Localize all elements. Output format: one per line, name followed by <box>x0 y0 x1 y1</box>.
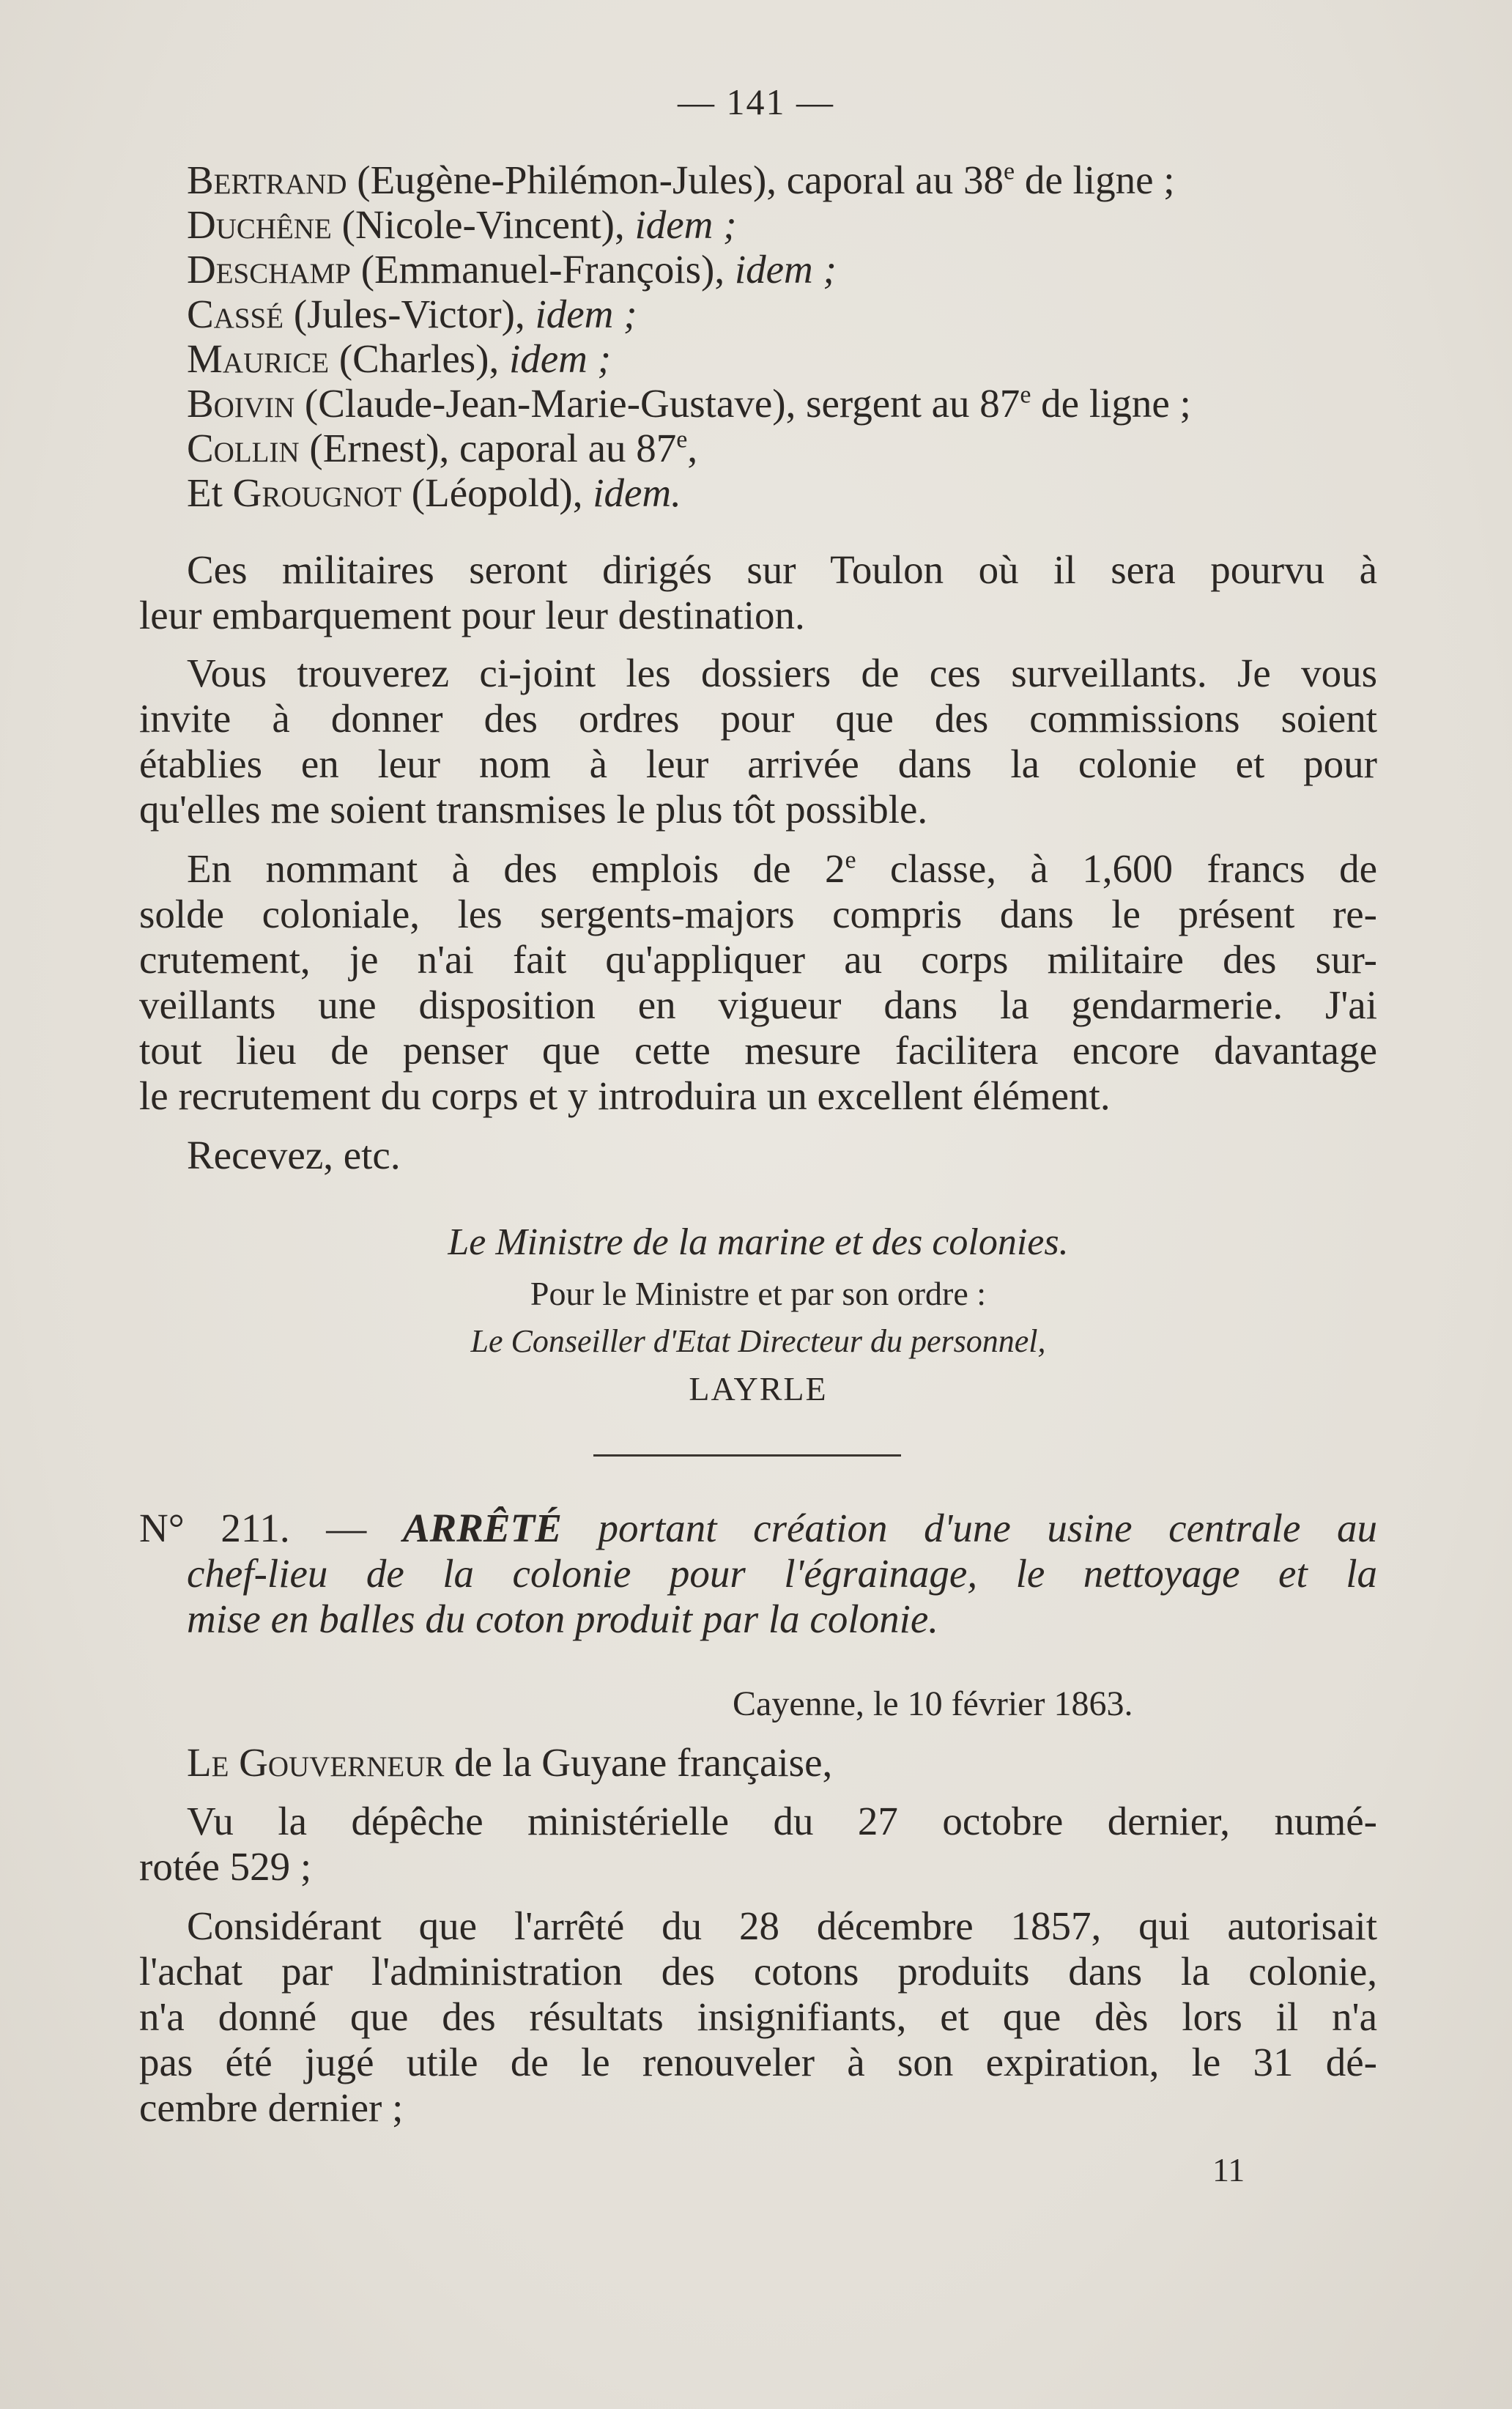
superscript: e <box>676 426 688 454</box>
idem-marker: idem ; <box>634 202 737 247</box>
decree-heading-line: mise en balles du coton produit par la colonie. <box>187 1596 939 1641</box>
paragraph-line: établies en leur nom à leur arrivée dans la colonie et pour <box>139 741 1377 786</box>
recruit-surname: Boivin <box>187 381 295 426</box>
recruit-rank: , <box>714 247 735 292</box>
dateline: Cayenne, le 10 février 1863. <box>733 1684 1133 1723</box>
signature-name: LAYRLE <box>689 1370 828 1407</box>
text-column <box>139 0 1377 2409</box>
paragraph-line: rotée 529 ; <box>139 1844 312 1889</box>
recruit-entry <box>187 158 1425 203</box>
signature-role: Le Conseiller d'Etat Directeur du personnel, <box>470 1323 1046 1359</box>
idem-marker: idem. <box>593 470 681 515</box>
superscript: e <box>845 846 856 874</box>
recruit-entry <box>187 426 1425 471</box>
paragraph-line: leur embarquement pour leur destination. <box>139 593 805 637</box>
paragraph-line: tout lieu de penser que cette mesure facilitera encore davantage <box>139 1028 1377 1073</box>
text-fragment: de la Guyane française, <box>444 1740 833 1785</box>
decree-heading-line: chef-lieu de la colonie pour l'égrainage, le nettoyage et la <box>187 1551 1377 1596</box>
paragraph-line: Vu la dépêche ministérielle du 27 octobre dernier, numé- <box>187 1799 1377 1843</box>
paragraph-line: qu'elles me soient transmises le plus tôt possible. <box>139 787 928 832</box>
text-fragment: classe, à 1,600 francs de <box>856 846 1377 891</box>
recruit-rank: , <box>514 292 536 336</box>
recruit-surname: Collin <box>187 426 300 470</box>
recruit-prefix: Et <box>187 470 233 515</box>
closing-formula: Recevez, etc. <box>187 1133 401 1177</box>
paragraph-line <box>187 846 1377 892</box>
paragraph-line: veillants une disposition en vigueur dans la gendarmerie. J'ai <box>139 983 1377 1027</box>
recruit-surname: Grougnot <box>232 470 402 515</box>
signature-title: Le Ministre de la marine et des colonies. <box>448 1221 1069 1263</box>
recruit-rank: , <box>489 336 509 381</box>
recruit-entry <box>187 292 1425 337</box>
recruit-entry <box>187 247 1425 292</box>
recruit-given-names: (Charles) <box>338 336 489 381</box>
recruit-rank: , caporal au 87 <box>439 426 677 470</box>
signature-for: Pour le Ministre et par son ordre : <box>530 1275 987 1312</box>
recruit-surname: Maurice <box>187 336 330 381</box>
recruit-regiment: de ligne ; <box>1015 158 1175 202</box>
superscript: e <box>1004 158 1015 185</box>
recruit-given-names: (Jules-Victor) <box>293 292 515 336</box>
recruit-given-names: (Claude-Jean-Marie-Gustave) <box>304 381 786 426</box>
decree-number: N° 211. <box>139 1506 290 1550</box>
paragraph-line: n'a donné que des résultats insignifiants, et que dès lors il n'a <box>139 1994 1377 2039</box>
idem-marker: idem ; <box>508 336 611 381</box>
paragraph-line: l'achat par l'administration des cotons produits dans la colonie, <box>139 1949 1377 1994</box>
section-divider <box>593 1454 901 1457</box>
text-fragment: portant création d'une usine centrale au <box>561 1506 1377 1550</box>
governor-title: Le Gouverneur <box>187 1740 445 1785</box>
text-fragment: — <box>289 1506 403 1550</box>
decree-label: ARRÊTÉ <box>402 1506 562 1550</box>
recruit-given-names: (Léopold) <box>411 470 573 515</box>
recruit-rank: , sergent au 87 <box>785 381 1020 426</box>
paragraph-line: cembre dernier ; <box>139 2085 404 2130</box>
recruit-entry <box>187 202 1425 248</box>
recruit-surname: Bertrand <box>187 158 347 202</box>
paragraph-line: Considérant que l'arrêté du 28 décembre 1857, qui autorisait <box>187 1903 1377 1948</box>
recruit-surname: Deschamp <box>187 247 351 292</box>
recruit-given-names: (Emmanuel-François) <box>360 247 715 292</box>
recruit-rank: , caporal au 38 <box>766 158 1004 202</box>
superscript: e <box>1020 381 1031 409</box>
paragraph-line: Vous trouverez ci-joint les dossiers de ces surveillants. Je vous <box>187 651 1377 695</box>
idem-marker: idem ; <box>734 247 837 292</box>
recruit-entry <box>187 381 1425 426</box>
paragraph-line: pas été jugé utile de le renouveler à son expiration, le 31 dé- <box>139 2040 1377 2084</box>
recruit-entry <box>187 470 1425 516</box>
idem-marker: idem ; <box>535 292 637 336</box>
recruit-regiment: de ligne ; <box>1031 381 1191 426</box>
recruit-surname: Duchêne <box>187 202 332 247</box>
paragraph-line: crutement, je n'ai fait qu'appliquer au corps militaire des sur- <box>139 937 1377 982</box>
recruit-surname: Cassé <box>187 292 284 336</box>
paragraph-line: Ces militaires seront dirigés sur Toulon où il sera pourvu à <box>187 547 1377 592</box>
page-number: — 141 — <box>678 81 834 122</box>
decree-heading-line <box>139 1506 1377 1551</box>
paragraph-line: le recrutement du corps et y introduira un excellent élément. <box>139 1073 1111 1118</box>
recruit-rank: , <box>614 202 635 247</box>
recruit-rank: , <box>572 470 593 515</box>
recruit-given-names: (Nicole-Vincent) <box>341 202 615 247</box>
signature-mark: 11 <box>1212 2151 1245 2188</box>
paragraph-line: solde coloniale, les sergents-majors compris dans le présent re- <box>139 892 1377 936</box>
paragraph-line: invite à donner des ordres pour que des commissions soient <box>139 696 1377 741</box>
recruit-given-names: (Eugène-Philémon-Jules) <box>357 158 767 202</box>
recruit-given-names: (Ernest) <box>309 426 440 470</box>
governor-line <box>187 1740 1425 1786</box>
recruit-entry <box>187 336 1425 382</box>
text-fragment: En nommant à des emplois de 2 <box>187 846 845 891</box>
recruit-regiment: , <box>687 426 698 470</box>
